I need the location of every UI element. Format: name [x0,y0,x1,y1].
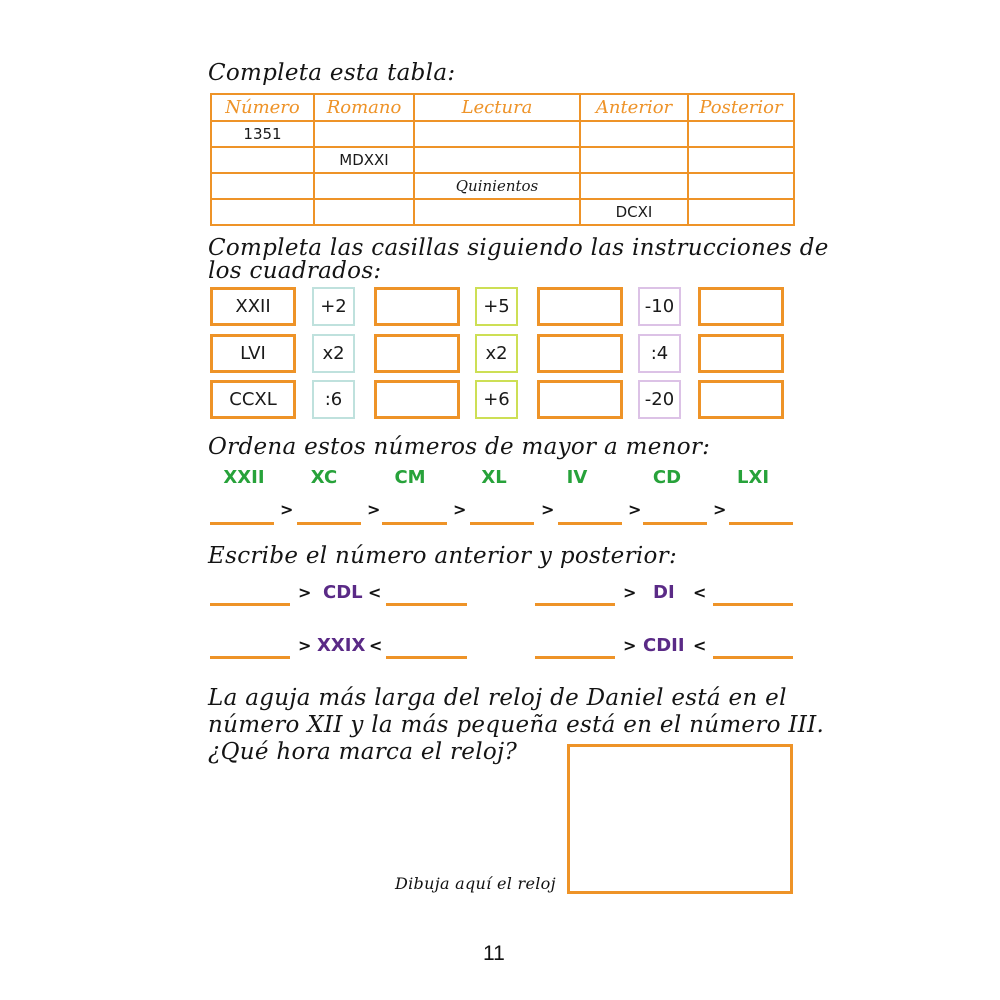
column-header-romano: Romano [314,94,414,121]
table-cell[interactable] [580,147,688,173]
table-heading: Completa esta tabla: [208,60,456,86]
answer-box[interactable] [698,334,784,373]
table-cell[interactable]: Quinientos [414,173,580,199]
table-cell[interactable] [314,199,414,225]
page-number: 11 [483,942,505,965]
answer-box[interactable] [537,380,623,419]
table-cell[interactable] [314,173,414,199]
answer-box[interactable] [537,334,623,373]
clock-problem-question: ¿Qué hora marca el reloj? [208,739,518,765]
order-heading: Ordena estos números de mayor a menor: [208,434,711,460]
greater-than-symbol: > [713,500,727,519]
table-cell[interactable] [580,173,688,199]
less-than-symbol: < [368,583,382,602]
order-blank[interactable] [643,522,707,525]
start-value-box: CCXL [210,380,296,419]
order-blank[interactable] [729,522,793,525]
operation-box: +6 [475,380,518,419]
order-blank[interactable] [382,522,447,525]
next-number-blank[interactable] [713,656,793,659]
column-header-anterior: Anterior [580,94,688,121]
order-blank[interactable] [297,522,361,525]
previous-number-blank[interactable] [535,656,615,659]
table-cell[interactable] [211,147,314,173]
previous-number-blank[interactable] [210,656,290,659]
table-cell[interactable] [688,199,794,225]
greater-than-symbol: > [541,500,555,519]
greater-than-symbol: > [623,636,637,655]
column-header-lectura: Lectura [414,94,580,121]
table-cell[interactable] [688,173,794,199]
greater-than-symbol: > [298,636,312,655]
answer-box[interactable] [698,380,784,419]
table-cell[interactable]: MDXXI [314,147,414,173]
next-number-blank[interactable] [713,603,793,606]
table-cell[interactable] [580,121,688,147]
table-row [211,199,794,225]
roman-numeral-table [210,93,795,226]
table-cell[interactable] [211,173,314,199]
previous-number-blank[interactable] [535,603,615,606]
less-than-symbol: < [693,636,707,655]
previous-number-blank[interactable] [210,603,290,606]
table-header-row [211,94,794,121]
table-row [211,147,794,173]
start-value-box: LVI [210,334,296,373]
greater-than-symbol: > [280,500,294,519]
greater-than-symbol: > [367,500,381,519]
before-after-heading: Escribe el número anterior y posterior: [208,543,678,569]
order-blank[interactable] [210,522,274,525]
table-row [211,121,794,147]
clock-problem-line2: número XII y la más pequeña está en el número III. [208,712,825,738]
roman-number: XXII [223,467,265,488]
table-cell[interactable] [414,199,580,225]
clock-drawing-area[interactable] [567,744,793,894]
order-blank[interactable] [470,522,534,525]
roman-number: LXI [736,467,770,488]
less-than-symbol: < [693,583,707,602]
clock-problem-line1: La aguja más larga del reloj de Daniel está en el [208,685,787,711]
table-cell[interactable] [688,147,794,173]
table-cell[interactable] [688,121,794,147]
greater-than-symbol: > [298,583,312,602]
table-row [211,173,794,199]
next-number-blank[interactable] [386,656,467,659]
operation-box: +2 [312,287,355,326]
roman-number: XL [481,467,507,488]
answer-box[interactable] [698,287,784,326]
table-cell[interactable]: DCXI [580,199,688,225]
greater-than-symbol: > [453,500,467,519]
roman-number: CDII [643,635,685,656]
answer-box[interactable] [537,287,623,326]
operation-box: +5 [475,287,518,326]
operation-box: -10 [638,287,681,326]
boxes-heading-line2: los cuadrados: [208,258,382,284]
less-than-symbol: < [369,636,383,655]
boxes-heading-line1: Completa las casillas siguiendo las instrucciones de [208,235,829,261]
table-cell[interactable] [211,199,314,225]
answer-box[interactable] [374,287,460,326]
roman-number: XXIX [317,635,366,656]
operation-box: :4 [638,334,681,373]
roman-number: DI [653,582,675,603]
greater-than-symbol: > [623,583,637,602]
table-cell[interactable] [314,121,414,147]
column-header-numero: Número [211,94,314,121]
roman-number: XC [310,467,338,488]
operation-box: x2 [312,334,355,373]
roman-number: CD [652,467,682,488]
next-number-blank[interactable] [386,603,467,606]
operation-box: :6 [312,380,355,419]
roman-number: CM [394,467,426,488]
roman-number: IV [566,467,588,488]
answer-box[interactable] [374,334,460,373]
draw-clock-label: Dibuja aquí el reloj [395,874,556,893]
operation-box: -20 [638,380,681,419]
operation-box: x2 [475,334,518,373]
table-cell[interactable] [414,121,580,147]
column-header-posterior: Posterior [688,94,794,121]
roman-number: CDL [323,582,363,603]
order-blank[interactable] [558,522,622,525]
start-value-box: XXII [210,287,296,326]
greater-than-symbol: > [628,500,642,519]
answer-box[interactable] [374,380,460,419]
table-cell[interactable]: 1351 [211,121,314,147]
table-cell[interactable] [414,147,580,173]
